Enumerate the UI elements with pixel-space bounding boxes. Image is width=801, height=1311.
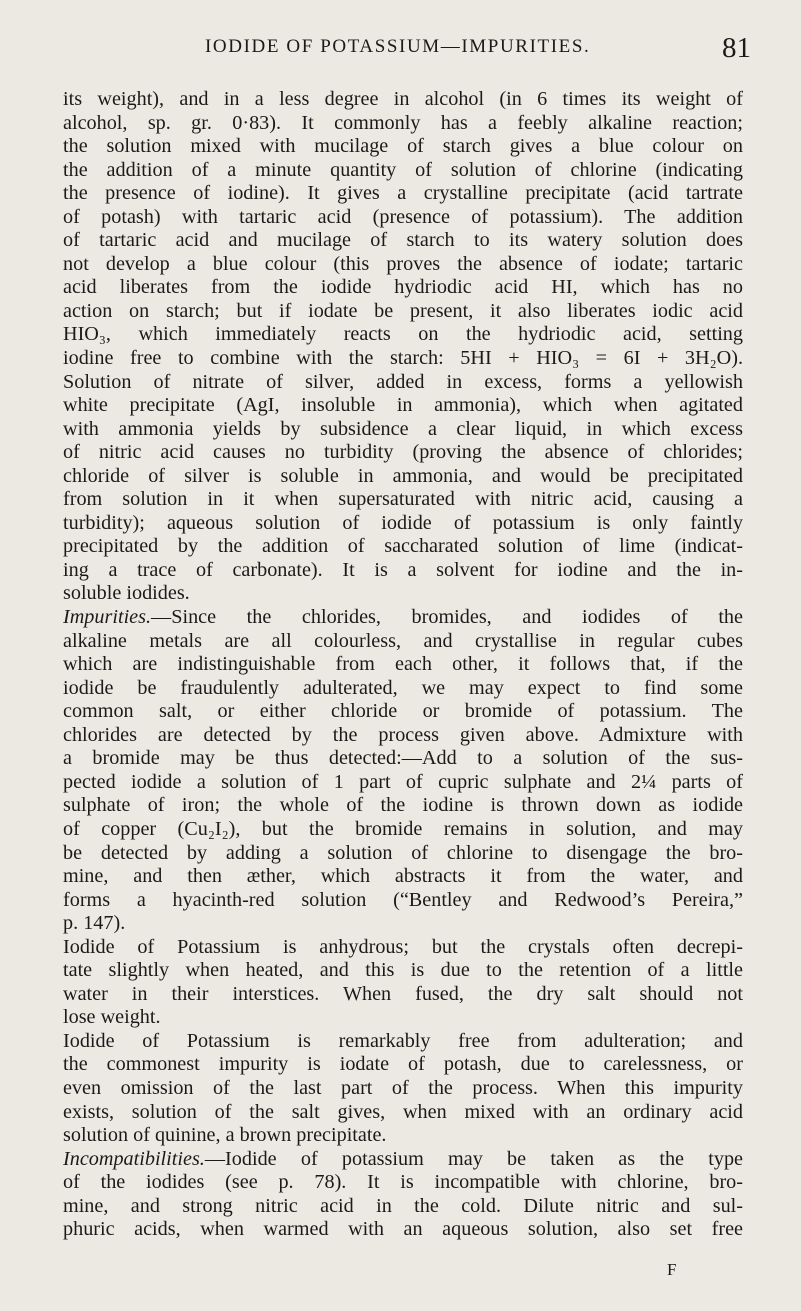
text-line: precipitated by the addition of saccharated solution of lime (indicat- xyxy=(63,535,743,558)
text-line: which are indistinguishable from each other, it follows that, if the xyxy=(63,653,743,676)
text-line: the addition of a minute quantity of solution of chlorine (indicating xyxy=(63,158,743,181)
signature-mark: F xyxy=(667,1260,677,1279)
text-line: mine, and strong nitric acid in the cold. Dilute nitric and sul- xyxy=(63,1194,743,1217)
text-line: HIO₃, which immediately reacts on the hydriodic acid, setting xyxy=(63,323,743,346)
text-line: solution of quinine, a brown precipitate. xyxy=(63,1124,387,1147)
text-line: of the iodides (see p. 78). It is incompatible with chlorine, bro- xyxy=(63,1171,743,1194)
text-line: Solution of nitrate of silver, added in excess, forms a yellowish xyxy=(63,370,743,393)
text-line-impurities: Impurities.—Since the chlorides, bromides, and iodides of the xyxy=(63,606,743,629)
text-line: water in their interstices. When fused, the dry salt should not xyxy=(63,982,743,1005)
text-line: from solution in it when supersaturated with nitric acid, causing a xyxy=(63,488,743,511)
section-heading: Impurities. xyxy=(63,606,152,629)
text-line: p. 147). xyxy=(63,912,126,935)
text-line: of copper (Cu₂I₂), but the bromide remains in solution, and may xyxy=(63,817,743,840)
text-line: exists, solution of the salt gives, when mixed with an ordinary acid xyxy=(63,1100,743,1123)
page-number: 81 xyxy=(722,32,751,64)
text-line: the commonest impurity is iodate of potash, due to carelessness, or xyxy=(63,1053,743,1076)
text-line: with ammonia yields by subsidence a clear liquid, in which excess xyxy=(63,417,743,440)
text-line: Iodide of Potassium is remarkably free from adulteration; and xyxy=(63,1029,743,1052)
text-line: of potash) with tartaric acid (presence of potassium). The addition xyxy=(63,205,743,228)
text-line: soluble iodides. xyxy=(63,582,190,605)
text-line: a bromide may be thus detected:—Add to a solution of the sus- xyxy=(63,747,743,770)
section-heading: Incompatibilities. xyxy=(63,1147,205,1170)
text-line: iodide be fraudulently adulterated, we may expect to find some xyxy=(63,676,743,699)
text-line: alcohol, sp. gr. 0·83). It commonly has a feebly alkaline reaction; xyxy=(63,111,743,134)
running-header xyxy=(0,32,801,64)
text-line: tate slightly when heated, and this is due to the retention of a little xyxy=(63,959,743,982)
text-line: iodine free to combine with the starch: 5HI + HIO₃ = 6I + 3H₂O). xyxy=(63,347,743,370)
text-line: alkaline metals are all colourless, and crystallise in regular cubes xyxy=(63,629,743,652)
text-line-incompatibilities: Incompatibilities.—Iodide of potassium may be taken as the type xyxy=(63,1147,743,1170)
text-line: of nitric acid causes no turbidity (proving the absence of chlorides; xyxy=(63,441,743,464)
text-line: be detected by adding a solution of chlorine to disengage the bro- xyxy=(63,841,743,864)
text-line: even omission of the last part of the process. When this impurity xyxy=(63,1076,743,1099)
text-line: chlorides are detected by the process given above. Admixture with xyxy=(63,723,743,746)
text-line: sulphate of iron; the whole of the iodine is thrown down as iodide xyxy=(63,794,743,817)
text-line: ing a trace of carbonate). It is a solvent for iodine and the in- xyxy=(63,558,743,581)
text-line: forms a hyacinth-red solution (“Bentley and Redwood’s Pereira,” xyxy=(63,888,743,911)
text-line: mine, and then æther, which abstracts it from the water, and xyxy=(63,865,743,888)
text-line: pected iodide a solution of 1 part of cupric sulphate and 2¼ parts of xyxy=(63,770,743,793)
text-line: of tartaric acid and mucilage of starch to its watery solution does xyxy=(63,229,743,252)
text-line: action on starch; but if iodate be present, it also liberates iodic acid xyxy=(63,299,743,322)
text-line: lose weight. xyxy=(63,1006,161,1029)
text-line: acid liberates from the iodide hydriodic acid HI, which has no xyxy=(63,276,743,299)
text-line: the solution mixed with mucilage of starch gives a blue colour on xyxy=(63,135,743,158)
text-line: common salt, or either chloride or bromide of potassium. The xyxy=(63,700,743,723)
text-line: white precipitate (AgI, insoluble in ammonia), which when agitated xyxy=(63,394,743,417)
text-line: its weight), and in a less degree in alcohol (in 6 times its weight of xyxy=(63,88,743,110)
text-line: turbidity); aqueous solution of iodide of potassium is only faintly xyxy=(63,511,743,534)
text-line: phuric acids, when warmed with an aqueous solution, also set free xyxy=(63,1218,743,1241)
header-title: IODIDE OF POTASSIUM—IMPURITIES. xyxy=(205,36,591,57)
body-text xyxy=(63,88,743,1242)
text-line: not develop a blue colour (this proves the absence of iodate; tartaric xyxy=(63,252,743,275)
text-line: chloride of silver is soluble in ammonia, and would be precipitated xyxy=(63,464,743,487)
text-line: Iodide of Potassium is anhydrous; but the crystals often decrepi- xyxy=(63,935,743,958)
text-line: the presence of iodine). It gives a crystalline precipitate (acid tartrate xyxy=(63,182,743,205)
